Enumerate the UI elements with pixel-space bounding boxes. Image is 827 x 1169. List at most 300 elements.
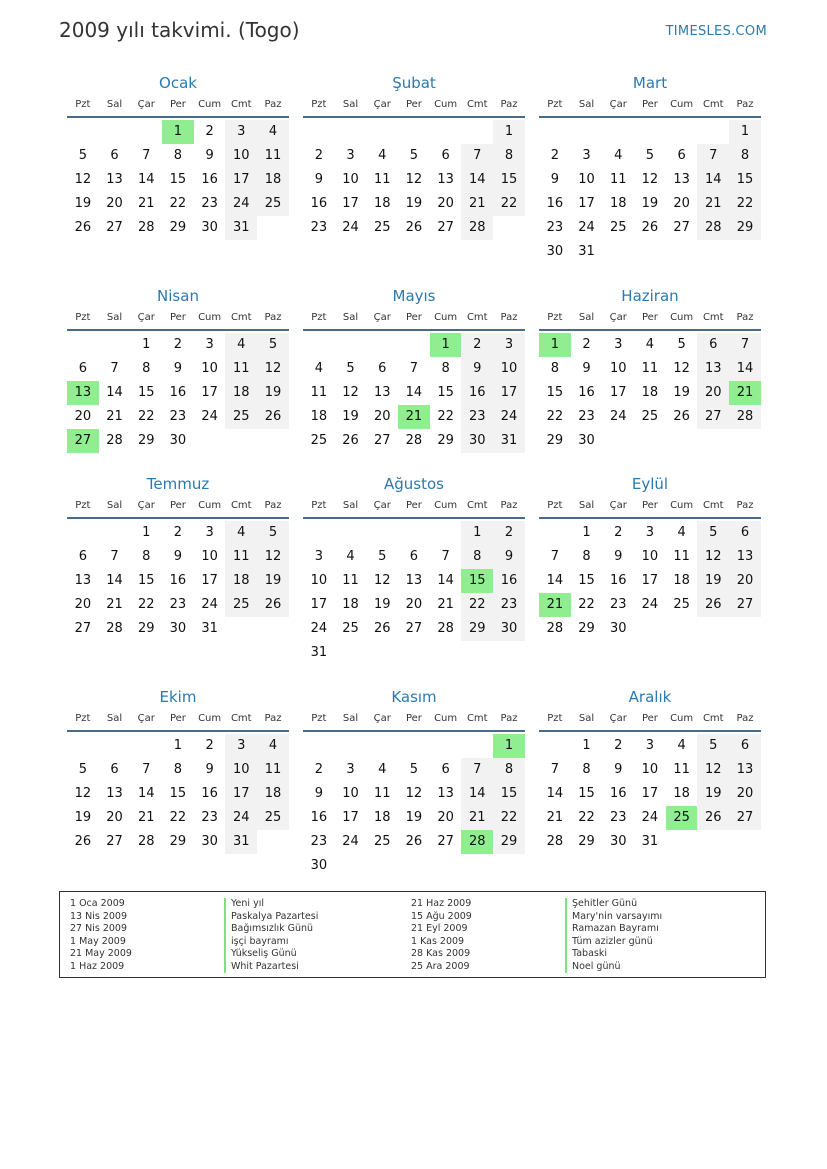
month-name: Mart [632, 74, 668, 92]
day-cell: 18 [257, 782, 289, 806]
day-cell: 17 [609, 385, 627, 400]
day-cell: 23 [201, 810, 218, 825]
day-cell: 26 [373, 621, 391, 636]
month-name: Ocak [159, 74, 197, 92]
weekday-header [539, 94, 761, 118]
day-cell: 24 [201, 409, 218, 424]
day-cell: 18 [673, 573, 690, 588]
day-grid [67, 734, 289, 854]
day-cell: 30 [169, 621, 187, 636]
day-cell: 27 [405, 621, 423, 636]
empty-cell [335, 333, 367, 357]
day-cell: 22 [169, 810, 187, 825]
weekday-label: Paz [500, 312, 518, 323]
month-block [539, 686, 761, 854]
day-cell: 19 [697, 569, 729, 593]
legend-holiday-name: Tüm azizler günü [565, 936, 662, 949]
weekday-label: Paz [264, 713, 282, 724]
day-cell: 21 [137, 810, 155, 825]
day-cell: 3 [493, 333, 525, 357]
weekday-label: Sal [578, 99, 595, 110]
day-cell: 17 [201, 385, 218, 400]
day-cell: 1 [729, 120, 761, 144]
day-cell: 23 [609, 597, 627, 612]
month-block [67, 473, 289, 641]
day-cell: 1 [493, 120, 525, 144]
weekday-label: Çar [137, 500, 155, 511]
weekday-label: Pzt [547, 312, 563, 323]
day-cell: 28 [546, 621, 564, 636]
weekday-label: Per [641, 500, 658, 511]
day-cell: 18 [225, 381, 257, 405]
day-cell: 10 [310, 573, 328, 588]
day-cell: 24 [225, 806, 257, 830]
day-cell: 26 [257, 405, 289, 429]
empty-cell [366, 333, 398, 357]
day-cell: 25 [225, 405, 257, 429]
day-cell: 12 [697, 758, 729, 782]
day-cell: 29 [578, 834, 595, 849]
day-cell: 11 [225, 545, 257, 569]
day-cell: 2 [550, 148, 559, 163]
holiday-day-cell: 25 [666, 806, 698, 830]
weekday-label: Cmt [702, 713, 724, 724]
day-cell: 16 [169, 573, 187, 588]
month-name: Ekim [159, 688, 197, 706]
weekday-label: Paz [500, 713, 518, 724]
weekday-label: Çar [373, 99, 391, 110]
weekday-label: Sal [106, 500, 123, 511]
weekday-label: Paz [264, 99, 282, 110]
month-block [303, 473, 525, 665]
empty-cell [99, 120, 131, 144]
day-cell: 6 [78, 361, 87, 376]
day-cell: 4 [645, 337, 655, 352]
day-cell: 4 [378, 148, 387, 163]
day-cell: 17 [225, 782, 257, 806]
weekday-label: Pzt [547, 500, 563, 511]
day-cell: 8 [142, 549, 151, 564]
weekday-label: Cum [198, 713, 222, 724]
day-cell: 18 [373, 196, 391, 211]
day-cell: 28 [106, 621, 123, 636]
legend-dates-right [411, 898, 472, 973]
day-cell: 21 [461, 192, 493, 216]
day-cell: 7 [729, 333, 761, 357]
day-cell: 8 [173, 148, 183, 163]
legend-holiday-name: Mary'nin varsayımı [565, 911, 662, 924]
day-cell: 31 [641, 834, 659, 849]
empty-cell [430, 734, 462, 758]
day-cell: 14 [546, 573, 564, 588]
day-cell: 13 [437, 786, 454, 801]
day-cell: 16 [461, 381, 493, 405]
weekday-label: Cmt [466, 713, 488, 724]
legend-date: 1 Kas 2009 [411, 935, 465, 947]
day-cell: 23 [578, 409, 595, 424]
day-grid [67, 521, 289, 641]
weekday-label: Per [169, 713, 186, 724]
legend-names-right [565, 898, 662, 973]
day-cell: 5 [257, 521, 289, 545]
day-cell: 10 [342, 172, 359, 187]
weekday-label: Sal [342, 713, 359, 724]
day-cell: 29 [137, 621, 155, 636]
day-cell: 5 [697, 521, 729, 545]
day-cell: 8 [582, 762, 591, 777]
day-cell: 16 [578, 385, 595, 400]
day-cell: 30 [493, 617, 525, 641]
day-cell: 25 [257, 192, 289, 216]
weekday-label: Cmt [702, 500, 724, 511]
day-cell: 15 [437, 385, 454, 400]
day-cell: 3 [346, 148, 355, 163]
day-cell: 2 [173, 525, 183, 540]
day-cell: 16 [169, 385, 187, 400]
day-cell: 9 [173, 549, 183, 564]
empty-cell [67, 521, 99, 545]
holiday-day-cell: 21 [729, 381, 761, 405]
day-grid [303, 333, 525, 453]
holiday-day-cell: 27 [67, 429, 99, 453]
legend-dates-left [70, 898, 132, 973]
weekday-label: Çar [609, 312, 627, 323]
day-cell: 6 [409, 549, 419, 564]
page-title: 2009 yılı takvimi. (Togo) [59, 18, 300, 42]
day-cell: 9 [314, 172, 323, 187]
day-cell: 7 [697, 144, 729, 168]
day-cell: 13 [729, 545, 761, 569]
day-cell: 22 [437, 409, 454, 424]
day-cell: 27 [106, 220, 123, 235]
day-cell: 17 [310, 597, 328, 612]
day-cell: 27 [729, 593, 761, 617]
weekday-label: Cum [670, 713, 694, 724]
month-block [303, 686, 525, 878]
day-cell: 15 [578, 786, 595, 801]
day-cell: 27 [106, 834, 123, 849]
legend-holiday-name: Paskalya Pazartesi [224, 911, 318, 924]
day-cell: 15 [546, 385, 564, 400]
legend-names-left [224, 898, 318, 973]
empty-cell [398, 734, 430, 758]
day-cell: 30 [609, 834, 627, 849]
weekday-label: Per [405, 500, 422, 511]
empty-cell [430, 120, 462, 144]
day-cell: 21 [437, 597, 454, 612]
day-cell: 12 [405, 786, 423, 801]
day-cell: 21 [461, 806, 493, 830]
day-cell: 19 [697, 782, 729, 806]
day-cell: 14 [697, 168, 729, 192]
day-cell: 1 [582, 738, 591, 753]
day-cell: 4 [225, 333, 257, 357]
month-name: Mayıs [392, 287, 436, 305]
day-cell: 19 [373, 597, 391, 612]
day-cell: 25 [257, 806, 289, 830]
weekday-label: Cmt [466, 312, 488, 323]
day-cell: 26 [74, 220, 92, 235]
holiday-legend [59, 891, 766, 978]
day-cell: 12 [74, 786, 92, 801]
day-cell: 30 [546, 244, 564, 259]
day-cell: 20 [106, 810, 123, 825]
day-cell: 16 [201, 172, 218, 187]
day-cell: 17 [201, 573, 218, 588]
empty-cell [634, 120, 666, 144]
day-cell: 31 [225, 830, 257, 854]
day-cell: 5 [346, 361, 355, 376]
weekday-label: Pzt [75, 713, 91, 724]
day-cell: 22 [169, 196, 187, 211]
day-cell: 9 [173, 361, 183, 376]
day-cell: 2 [314, 148, 323, 163]
day-cell: 18 [225, 569, 257, 593]
day-cell: 18 [673, 786, 690, 801]
holiday-day-cell: 15 [461, 569, 493, 593]
day-cell: 16 [201, 786, 218, 801]
brand-link[interactable]: TIMESLES.COM [665, 24, 767, 39]
day-grid [303, 521, 525, 665]
day-cell: 13 [729, 758, 761, 782]
empty-cell [335, 734, 367, 758]
day-cell: 12 [373, 573, 391, 588]
weekday-label: Pzt [75, 99, 91, 110]
day-cell: 12 [74, 172, 92, 187]
weekday-label: Çar [373, 312, 391, 323]
weekday-label: Pzt [75, 312, 91, 323]
day-cell: 25 [310, 433, 328, 448]
empty-cell [461, 120, 493, 144]
weekday-header [67, 708, 289, 732]
day-cell: 3 [205, 337, 214, 352]
day-cell: 10 [201, 361, 218, 376]
day-cell: 7 [441, 549, 450, 564]
day-cell: 31 [493, 429, 525, 453]
weekday-label: Çar [137, 99, 155, 110]
day-cell: 27 [729, 806, 761, 830]
day-cell: 10 [641, 762, 659, 777]
day-cell: 27 [437, 834, 454, 849]
day-cell: 26 [641, 220, 659, 235]
day-grid [67, 333, 289, 453]
empty-cell [539, 521, 571, 545]
day-cell: 19 [641, 196, 659, 211]
day-cell: 11 [257, 758, 289, 782]
month-block [539, 473, 761, 641]
day-cell: 22 [729, 192, 761, 216]
empty-cell [99, 333, 131, 357]
legend-holiday-name: Tabaski [565, 948, 662, 961]
weekday-label: Paz [736, 713, 754, 724]
empty-cell [67, 734, 99, 758]
day-cell: 31 [310, 645, 328, 660]
day-cell: 16 [493, 569, 525, 593]
legend-date: 21 May 2009 [70, 948, 132, 959]
day-cell: 15 [169, 172, 187, 187]
day-cell: 26 [697, 806, 729, 830]
empty-cell [335, 120, 367, 144]
weekday-label: Çar [137, 713, 155, 724]
day-cell: 9 [461, 357, 493, 381]
day-cell: 29 [169, 220, 187, 235]
weekday-header [303, 307, 525, 331]
weekday-label: Cmt [466, 500, 488, 511]
day-cell: 6 [441, 762, 450, 777]
weekday-label: Paz [500, 99, 518, 110]
legend-holiday-name: Yeni yıl [224, 898, 318, 911]
day-cell: 1 [461, 521, 493, 545]
day-cell: 2 [493, 521, 525, 545]
day-cell: 26 [697, 593, 729, 617]
weekday-label: Per [405, 312, 422, 323]
day-cell: 24 [641, 810, 659, 825]
holiday-day-cell: 1 [162, 120, 194, 144]
weekday-label: Sal [342, 99, 359, 110]
weekday-label: Per [405, 99, 422, 110]
day-cell: 13 [106, 786, 123, 801]
day-cell: 13 [437, 172, 454, 187]
day-cell: 3 [225, 734, 257, 758]
day-cell: 20 [729, 782, 761, 806]
day-cell: 30 [310, 858, 328, 873]
weekday-header [67, 307, 289, 331]
day-cell: 3 [205, 525, 214, 540]
weekday-label: Cmt [702, 99, 724, 110]
day-cell: 24 [578, 220, 595, 235]
day-cell: 13 [673, 172, 690, 187]
day-cell: 29 [729, 216, 761, 240]
day-cell: 1 [173, 738, 183, 753]
day-cell: 9 [493, 545, 525, 569]
day-cell: 11 [641, 361, 659, 376]
weekday-label: Pzt [311, 312, 327, 323]
day-cell: 31 [225, 216, 257, 240]
day-cell: 22 [578, 597, 595, 612]
day-cell: 18 [373, 810, 391, 825]
day-grid [539, 120, 761, 264]
day-cell: 19 [405, 196, 423, 211]
day-cell: 19 [74, 196, 92, 211]
weekday-label: Cum [198, 312, 222, 323]
day-cell: 17 [641, 573, 659, 588]
day-grid [539, 734, 761, 854]
day-cell: 22 [578, 810, 595, 825]
legend-holiday-name: Noel günü [565, 961, 662, 974]
day-cell: 19 [257, 381, 289, 405]
day-cell: 5 [409, 762, 419, 777]
month-name: Nisan [157, 287, 199, 305]
legend-date: 21 Haz 2009 [411, 898, 472, 909]
empty-cell [398, 333, 430, 357]
day-grid [539, 333, 761, 453]
day-cell: 15 [578, 573, 595, 588]
day-cell: 8 [461, 545, 493, 569]
day-cell: 21 [546, 810, 564, 825]
day-cell: 4 [257, 120, 289, 144]
day-cell: 11 [373, 786, 391, 801]
weekday-label: Cum [434, 99, 458, 110]
day-cell: 3 [346, 762, 355, 777]
month-name: Aralık [628, 688, 672, 706]
day-cell: 23 [201, 196, 218, 211]
legend-date: 1 Haz 2009 [70, 960, 125, 972]
month-block [539, 285, 761, 453]
day-cell: 24 [310, 621, 328, 636]
day-cell: 6 [729, 734, 761, 758]
day-cell: 20 [373, 409, 391, 424]
day-cell: 13 [697, 357, 729, 381]
holiday-day-cell: 28 [461, 830, 493, 854]
day-cell: 11 [257, 144, 289, 168]
holiday-day-cell: 21 [539, 593, 571, 617]
day-cell: 8 [493, 144, 525, 168]
day-cell: 11 [373, 172, 391, 187]
month-name: Haziran [621, 287, 679, 305]
day-cell: 20 [437, 810, 454, 825]
day-cell: 28 [729, 405, 761, 429]
day-cell: 23 [609, 810, 627, 825]
day-cell: 6 [110, 148, 119, 163]
day-cell: 8 [729, 144, 761, 168]
day-cell: 22 [461, 593, 493, 617]
day-cell: 18 [342, 597, 359, 612]
day-cell: 27 [697, 405, 729, 429]
day-cell: 28 [437, 621, 454, 636]
day-cell: 3 [582, 148, 591, 163]
day-cell: 30 [169, 433, 187, 448]
month-block [539, 72, 761, 264]
weekday-label: Pzt [75, 500, 91, 511]
day-cell: 13 [373, 385, 391, 400]
day-cell: 3 [225, 120, 257, 144]
day-cell: 15 [137, 573, 155, 588]
legend-date: 15 Ağu 2009 [411, 910, 472, 922]
day-cell: 10 [342, 786, 359, 801]
day-cell: 7 [461, 758, 493, 782]
weekday-label: Cmt [230, 713, 252, 724]
day-cell: 15 [493, 782, 525, 806]
weekday-label: Sal [578, 713, 595, 724]
weekday-label: Cum [434, 312, 458, 323]
day-cell: 14 [729, 357, 761, 381]
weekday-label: Per [169, 312, 186, 323]
weekday-header [303, 94, 525, 118]
day-cell: 21 [106, 409, 123, 424]
day-cell: 14 [461, 782, 493, 806]
day-cell: 18 [310, 409, 328, 424]
day-cell: 4 [677, 525, 686, 540]
legend-date: 13 Nis 2009 [70, 910, 127, 922]
day-cell: 19 [405, 810, 423, 825]
weekday-label: Çar [137, 312, 155, 323]
month-name: Temmuz [146, 475, 210, 493]
empty-cell [366, 521, 398, 545]
day-cell: 10 [225, 758, 257, 782]
day-cell: 18 [257, 168, 289, 192]
day-cell: 10 [493, 357, 525, 381]
day-cell: 15 [729, 168, 761, 192]
day-cell: 20 [673, 196, 690, 211]
weekday-label: Cmt [230, 312, 252, 323]
day-cell: 15 [137, 385, 155, 400]
weekday-label: Paz [736, 99, 754, 110]
legend-holiday-name: Whit Pazartesi [224, 961, 318, 974]
day-cell: 7 [461, 144, 493, 168]
legend-holiday-name: Ramazan Bayramı [565, 923, 662, 936]
day-cell: 23 [546, 220, 564, 235]
day-cell: 17 [493, 381, 525, 405]
